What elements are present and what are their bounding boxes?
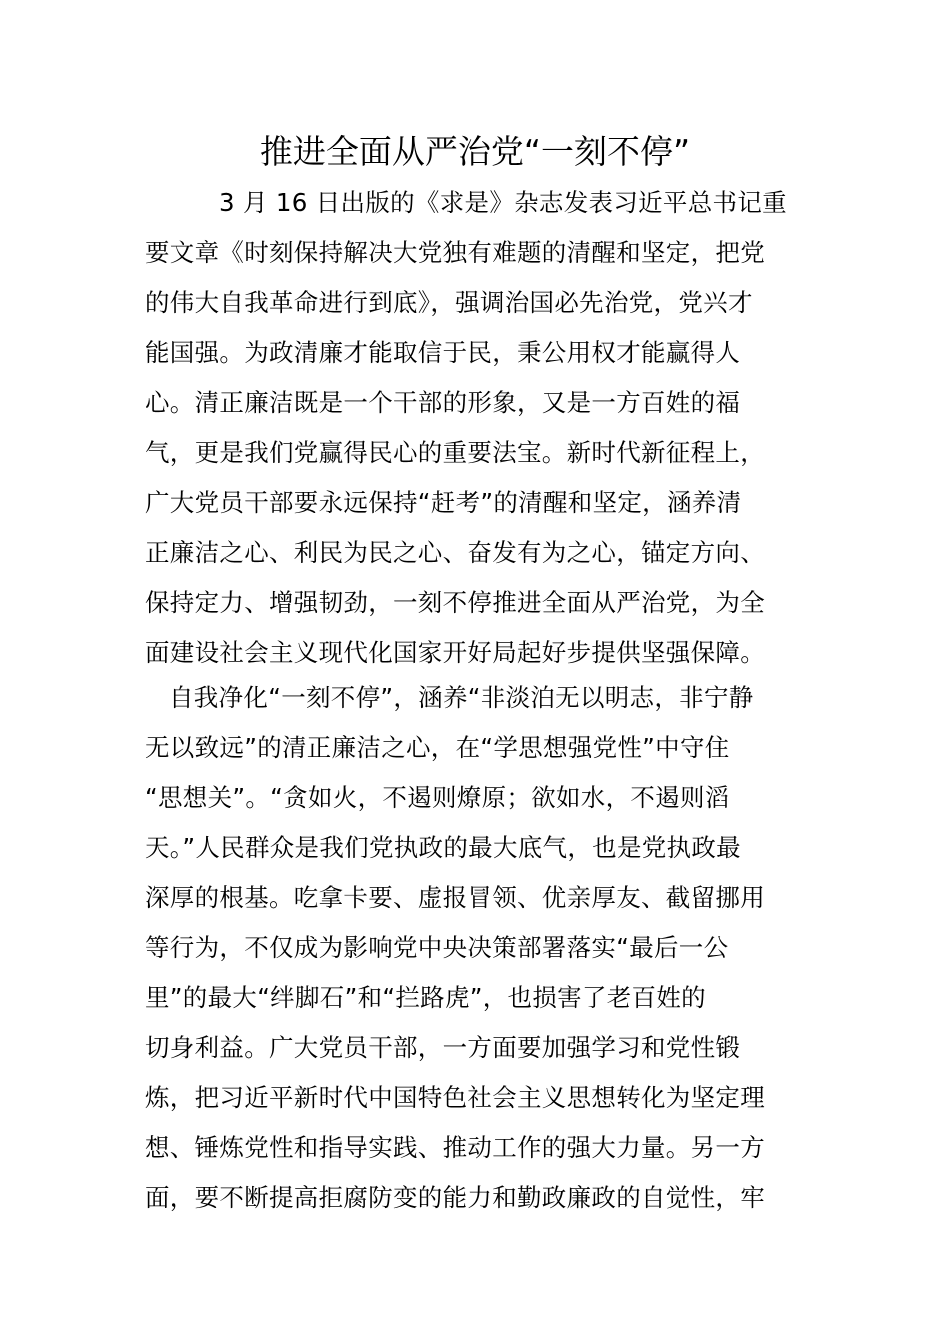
paragraph-line: 切身利益。广大党员干部，一方面要加强学习和党性锻 bbox=[145, 1033, 741, 1062]
paragraph-line: 正廉洁之心、利民为民之心、奋发有为之心，锚定方向、 bbox=[145, 538, 765, 567]
paragraph-line: 天。”人民群众是我们党执政的最大底气，也是党执政最 bbox=[145, 833, 741, 862]
paragraph-line: 自我净化“一刻不停”，涵养“非淡泊无以明志，非宁静 bbox=[169, 683, 754, 712]
paragraph-line: 保持定力、增强韧劲，一刻不停推进全面从严治党，为全 bbox=[145, 588, 765, 617]
paragraph-line: 要文章《时刻保持解决大党独有难题的清醒和坚定，把党 bbox=[145, 238, 765, 267]
paragraph-line: 深厚的根基。吃拿卡要、虚报冒领、优亲厚友、截留挪用 bbox=[145, 883, 765, 912]
paragraph-line: 气，更是我们党赢得民心的重要法宝。新时代新征程上， bbox=[145, 438, 765, 467]
paragraph-line: “思想关”。“贪如火，不遏则燎原；欲如水，不遏则滔 bbox=[145, 783, 730, 812]
document-title: 推进全面从严治党“一刻不停” bbox=[259, 132, 691, 171]
paragraph-line: 面，要不断提高拒腐防变的能力和勤政廉政的自觉性，牢 bbox=[145, 1183, 765, 1212]
paragraph-line: 面建设社会主义现代化国家开好局起好步提供坚强保障。 bbox=[145, 638, 765, 667]
paragraph-line: 想、锤炼党性和指导实践、推动工作的强大力量。另一方 bbox=[145, 1133, 765, 1162]
paragraph-line: 心。清正廉洁既是一个干部的形象，又是一方百姓的福 bbox=[145, 388, 741, 417]
paragraph-2 bbox=[145, 673, 807, 1223]
paragraph-line: 等行为，不仅成为影响党中央决策部署落实“最后一公 bbox=[145, 933, 729, 962]
paragraph-line: 里”的最大“绊脚石”和“拦路虎”，也损害了老百姓的 bbox=[145, 983, 706, 1012]
paragraph-line: 广大党员干部要永远保持“赶考”的清醒和坚定，涵养清 bbox=[145, 488, 742, 517]
paragraph-line: 的伟大自我革命进行到底》，强调治国必先治党，党兴才 bbox=[145, 288, 753, 317]
paragraph-line: 能国强。为政清廉才能取信于民，秉公用权才能赢得人 bbox=[145, 338, 741, 367]
paragraph-1 bbox=[145, 178, 807, 678]
paragraph-line: 炼，把习近平新时代中国特色社会主义思想转化为坚定理 bbox=[145, 1083, 765, 1112]
paragraph-line: 无以致远”的清正廉洁之心，在“学思想强党性”中守住 bbox=[145, 733, 730, 762]
paragraph-line: 3 月 16 日出版的《求是》杂志发表习近平总书记重 bbox=[219, 188, 787, 217]
